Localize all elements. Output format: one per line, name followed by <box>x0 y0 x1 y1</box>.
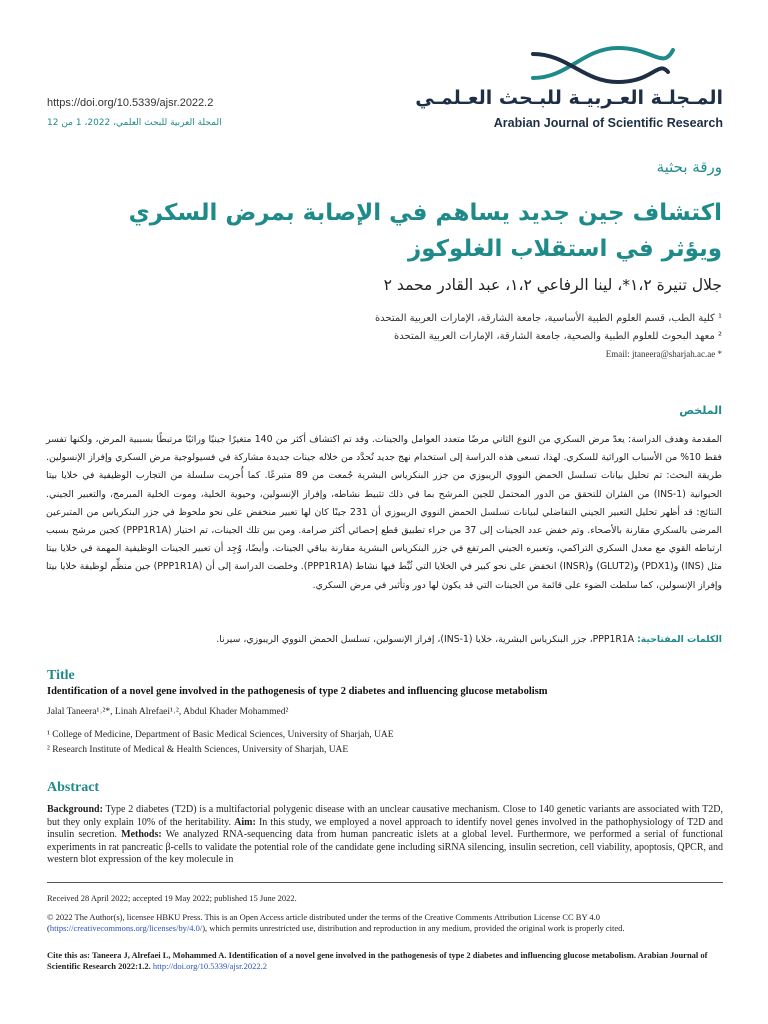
english-title: Identification of a novel gene involved in the pathogenesis of type 2 diabetes and influencing glucose metabolism <box>47 686 548 697</box>
methods-label: Methods: <box>121 829 162 841</box>
arabic-authors: جلال تنيرة ١،٢*، لينا الرفاعي ١،٢، عبد القادر محمد ٢ <box>383 276 722 294</box>
license-text-b: ), which permits unrestricted use, distribution and reproduction in any medium, provided the original work is properly cited. <box>202 923 625 933</box>
citation-text: Cite this as: Taneera J, Alrefaei L, Mohammed A. Identification of a novel gene involved in the pathogenesis of type 2 diabetes and influencing glucose metabolism. Arabian Journal of Scientific Research 2022:1.2. <box>47 950 708 971</box>
methods-text: We analyzed RNA-sequencing data from human pancreatic islets at a global level. Furthermore, we performed a serial of functional experiments in rat pancreatic β-cells to validate the potential role of the candidate gene including siRNA silencing, insulin secretion, cell viability, apoptosis, QPCR, and western blot expression of the key molecule in <box>47 829 723 866</box>
citation-doi-link[interactable]: http://doi.org/10.5339/ajsr.2022.2 <box>152 961 267 971</box>
license-notice <box>47 912 723 934</box>
arabic-abstract-text: المقدمة وهدف الدراسة: يعدّ مرض السكري من النوع الثاني مرضًا متعدد العوامل والجينات. وقد تم اكتشاف أكثر من 140 متغيرًا جينيًا وراثيًا مرتبطًا بسببية المرض، ولكنها تفسر فقط 10% من الأسباب الوراثية للسكري. لهذا، تسعى هذه الدراسة إلى استخدام نهج جديد تُحدَّد من خلاله جينات جديدة مشاركة في فسيولوجية مرض السكري وإفراز الإنسولين. طريقة البحث: تم تحليل بيانات تسلسل الحمض النووي الريبوزي من جزر البنكرياس البشرية جُمعت من 89 متبرعًا. كما أُجريت سلسلة من التجارب الوظيفية في خلايا بيتا الحيوانية (INS-1) من الفئران للتحقق من الدور المحتمل للجين المرشح بما في ذلك تثبيط نشاطه، وإفراز الإنسولين، وحيوية الخلية، وموت الخلية المبرمج، والتعبير الجيني. النتائج: قد أظهر تحليل التعبير الجيني التفاضلي لبيانات تسلسل الحمض النووي الريبوزي أن 231 جينًا كان لها تعبير منخفض على نحو ملحوظ في جزر البنكرياس من المتبرعين المرضى بالسكري مقارنة بالأصحاء. وتم خفض عدد الجينات إلى 37 من جراء تطبيق قطع إحصائي أكثر صرامة. ومن بين تلك الجينات، تم اختيار (PPP1R1A) كجين مرشح بسبب ارتباطه القوي مع معدل السكري التراكمي، وتعبيره الجيني المرتفع في جزر البنكرياس البشرية مقارنة بباقي الجينات. وأيضًا، وُجِد أن تعبير الجينات الوظيفية المهمة في خلايا بيتا مثل (INS) و(PDX1) و(GLUT2) و(INSR) انخفض على نحو كبير في الخلايا التي ثُبِّط فيها نشاط (PPP1R1A). وخلصت الدراسة إلى أن (PPP1R1A) جين منظِّم لوظيفة خلايا بيتا وإفراز الإنسولين، كما سلطت الضوء على قائمة من الجينات التي قد يكون لها دور وتأثير في مرض السكري. <box>46 434 723 591</box>
aim-text: In this study, we employed a novel approach to identify novel genes involved in the pathophysiology of T2D and insulin secretion. <box>47 816 723 841</box>
arabic-title-line-1: اكتشاف جين جديد يساهم في الإصابة بمرض السكري <box>128 200 722 226</box>
article-type: ورقة بحثية <box>656 158 722 176</box>
logo-name-english: Arabian Journal of Scientific Research <box>493 116 723 130</box>
english-authors: Jalal Taneera¹˒²*, Linah Alrefaei¹˒², Abdul Khader Mohammed² <box>47 707 289 717</box>
journal-issue-line: المجلة العربية للبحث العلمي، 2022، 1 من 12 <box>47 118 222 128</box>
english-affiliation-2: ² Research Institute of Medical & Health Sciences, University of Sharjah, UAE <box>47 745 349 755</box>
aim-label: Aim: <box>234 816 256 828</box>
arabic-abstract-heading: الملخص <box>679 404 722 417</box>
keywords-text: PPP1R1A، جزر البنكرياس البشرية، خلايا (INS-1)، إفراز الإنسولين، تسلسل الحمض النووي الريبوزي، سيرنا. <box>216 634 635 645</box>
english-title-label: Title <box>47 668 75 683</box>
arabic-title-line-2: ويؤثر في استقلاب الغلوكوز <box>407 236 722 262</box>
logo-name-arabic: المـجلـة العـربيـة للبـحث العـلمـي <box>415 87 723 109</box>
background-text: Type 2 diabetes (T2D) is a multifactorial polygenic disease with an unclear causative mechanism. Close to 140 genetic variants are associated with T2D, but they only explain 10% of the heritability. <box>47 804 723 828</box>
arabic-affiliation-1: ¹ كلية الطب، قسم العلوم الطبية الأساسية، جامعة الشارقة، الإمارات العربية المتحدة <box>374 313 722 324</box>
arabic-affiliation-2: ² معهد البحوث للعلوم الطبية والصحية، جامعة الشارقة، الإمارات العربية المتحدة <box>394 331 722 342</box>
footer-divider <box>47 882 723 883</box>
background-label: Background: <box>47 804 103 815</box>
keywords-label: الكلمات المفتاحية: <box>637 634 722 645</box>
english-abstract-heading: Abstract <box>47 780 100 795</box>
dna-helix-icon <box>528 40 678 90</box>
english-abstract-text <box>47 804 723 867</box>
corresponding-email[interactable]: Email: jtaneera@sharjah.ac.ae * <box>605 349 722 359</box>
license-text-a: © 2022 The Author(s), licensee HBKU Press. This is an Open Access article distributed under the terms of the Creative Comments Attribution License CC BY 4.0 ( <box>47 912 601 933</box>
citation <box>47 950 723 972</box>
arabic-keywords <box>46 634 722 645</box>
english-affiliation-1: ¹ College of Medicine, Department of Basic Medical Sciences, University of Sharjah, UAE <box>47 730 394 740</box>
doi-link[interactable]: https://doi.org/10.5339/ajsr.2022.2 <box>47 97 214 109</box>
arabic-title <box>82 195 722 267</box>
received-dates: Received 28 April 2022; accepted 19 May 2022; published 15 June 2022. <box>47 893 297 903</box>
license-link[interactable]: https://creativecommons.org/licenses/by/4.0/ <box>49 923 203 933</box>
journal-logo <box>415 40 723 135</box>
